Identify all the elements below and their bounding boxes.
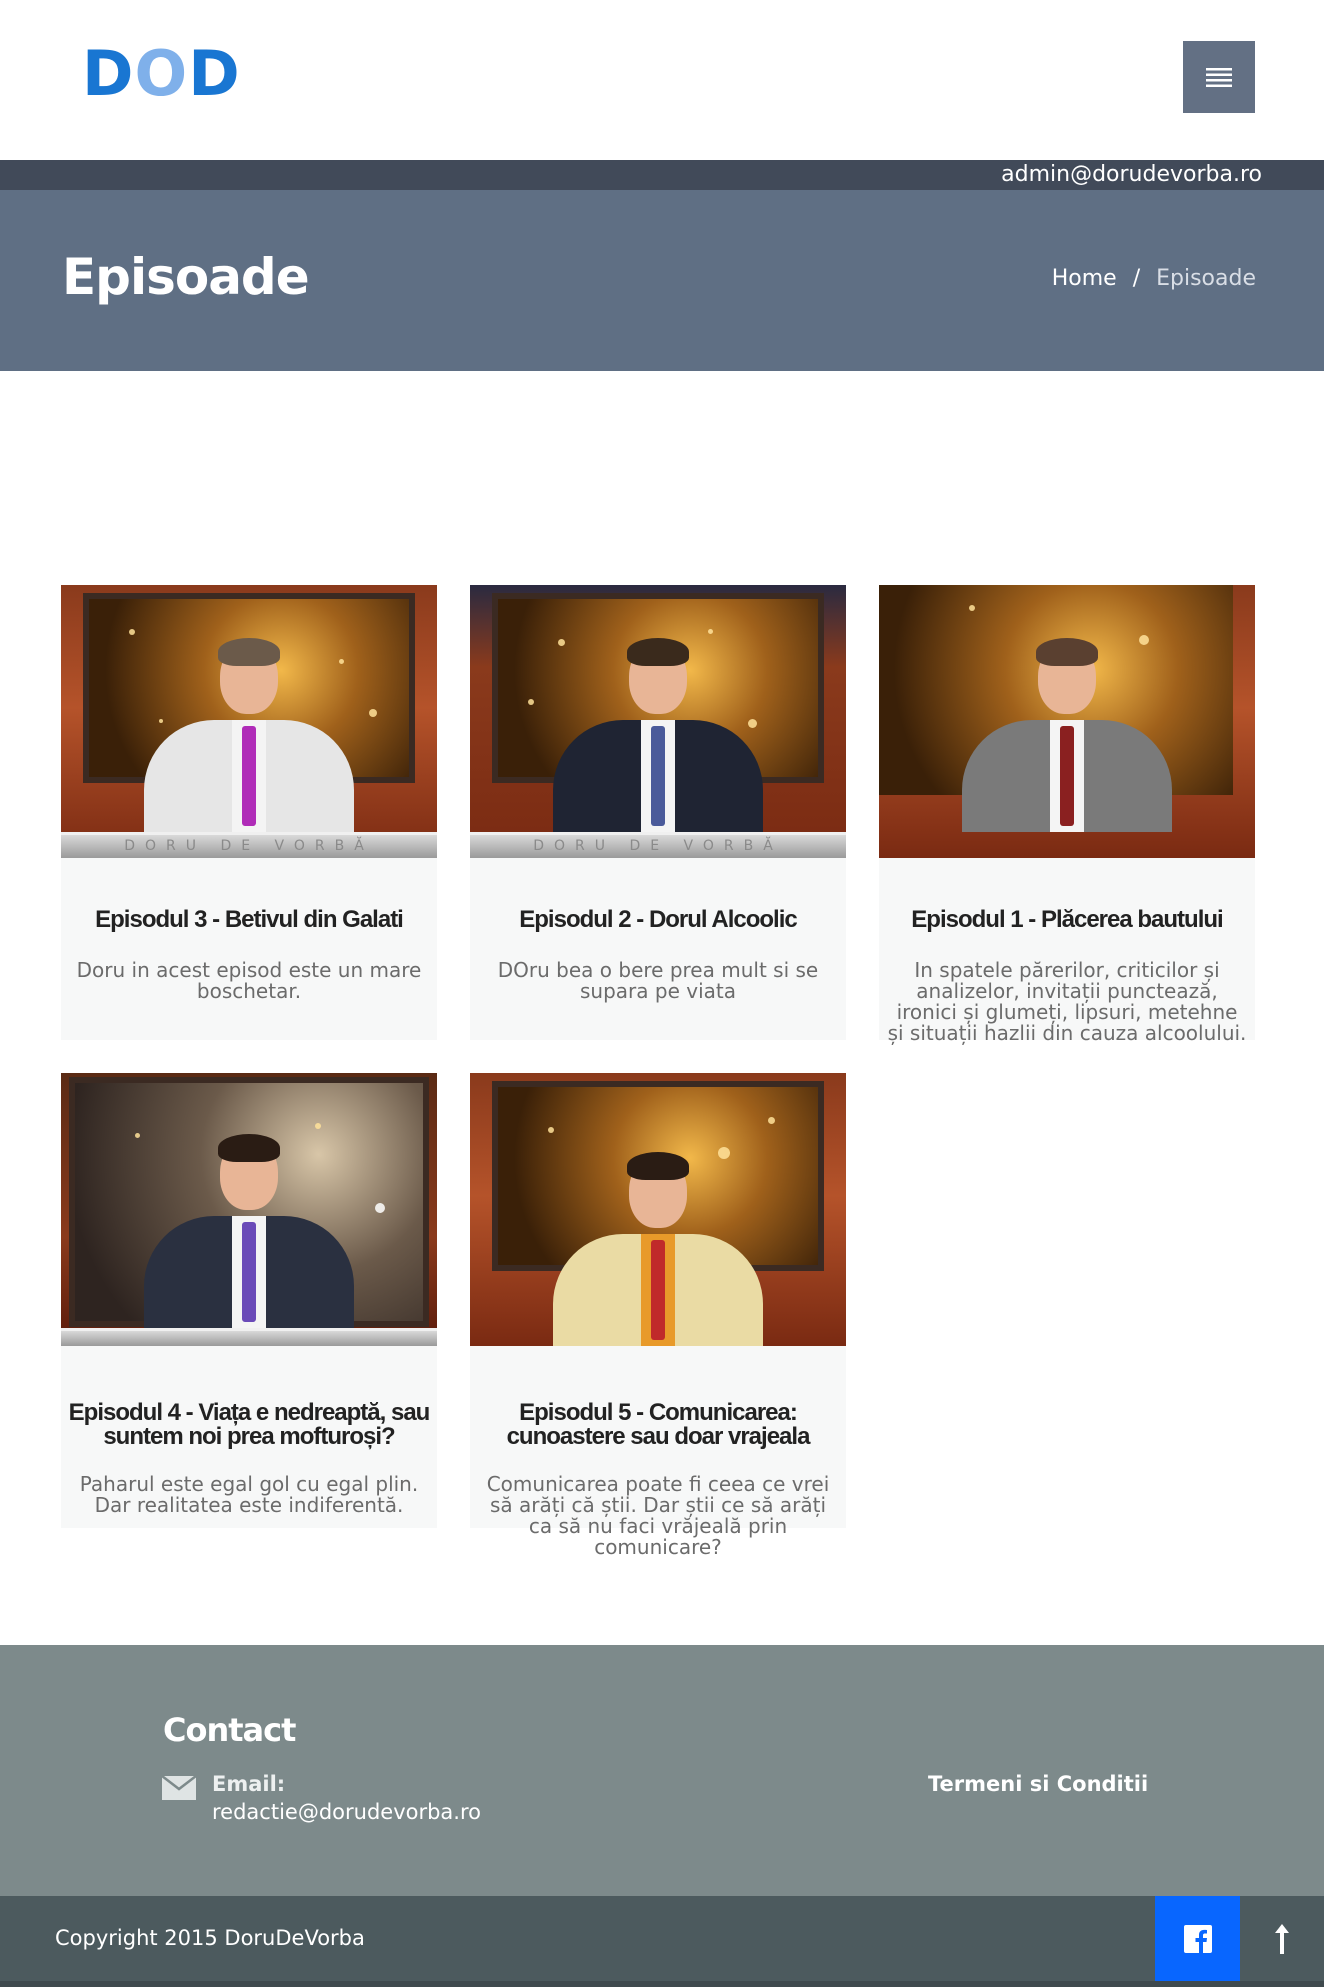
episode-title[interactable]: Episodul 5 - Comunicarea: cunoastere sau doar vrajeala <box>506 1399 810 1450</box>
episode-thumbnail[interactable] <box>61 585 437 858</box>
episode-card-3[interactable] <box>61 585 437 1040</box>
logo-letter-d2: D <box>188 36 241 110</box>
episode-description: Comunicarea poate fi ceea ce vrei să arăți că știi. Dar știi ce să arăți ca să nu faci vrăjeală prin comunicare? <box>486 1472 830 1559</box>
episode-thumbnail[interactable] <box>470 1073 846 1346</box>
episode-thumbnail[interactable] <box>470 585 846 858</box>
episode-card-5[interactable] <box>470 1073 846 1559</box>
episode-title[interactable]: Episodul 1 - Plăcerea bautului <box>911 906 1223 933</box>
facebook-button[interactable] <box>1155 1896 1240 1981</box>
contact-email-link[interactable]: redactie@dorudevorba.ro <box>212 1800 482 1824</box>
page-title: Episoade <box>62 248 309 306</box>
menu-button[interactable] <box>1183 41 1255 113</box>
episode-card-2[interactable] <box>470 585 846 1040</box>
bottom-bar <box>0 1896 1324 1981</box>
breadcrumb-separator: / <box>1132 266 1141 291</box>
episode-card-4[interactable] <box>61 1073 437 1528</box>
site-header <box>0 0 1324 160</box>
site-footer <box>0 1645 1324 1896</box>
email-label: Email: <box>212 1772 286 1796</box>
episode-description: Paharul este egal gol cu egal plin. Dar realitatea este indiferentă. <box>79 1472 419 1517</box>
back-to-top-button[interactable] <box>1240 1896 1324 1981</box>
desk-logo-text: DORU DE VORBĂ <box>124 838 374 854</box>
page-title-bar <box>0 190 1324 371</box>
facebook-icon <box>1184 1925 1212 1953</box>
episode-thumbnail[interactable] <box>61 1073 437 1346</box>
terms-link[interactable]: Termeni si Conditii <box>928 1772 1149 1796</box>
logo-letter-d1: D <box>82 36 135 110</box>
arrow-up-icon <box>1275 1924 1289 1954</box>
copyright-text: Copyright 2015 DoruDeVorba <box>55 1926 365 1950</box>
menu-icon <box>1206 66 1232 88</box>
site-logo[interactable] <box>82 36 241 110</box>
episode-title[interactable]: Episodul 4 - Viața e nedreaptă, sau suntem noi prea mofturoși? <box>68 1399 430 1450</box>
bottom-edge <box>0 1981 1324 1987</box>
episode-thumbnail[interactable] <box>879 585 1255 858</box>
episode-title[interactable]: Episodul 3 - Betivul din Galati <box>95 906 403 933</box>
breadcrumb <box>1052 266 1256 291</box>
logo-letter-o: O <box>134 36 189 110</box>
top-bar <box>0 160 1324 190</box>
episode-description: DOru bea o bere prea mult si se supara pe viata <box>497 958 819 1003</box>
desk-logo-text: DORU DE VORBĂ <box>533 838 783 854</box>
episode-description: Doru in acest episod este un mare boschetar. <box>76 958 422 1003</box>
breadcrumb-current: Episoade <box>1156 266 1256 291</box>
envelope-icon <box>162 1776 196 1800</box>
breadcrumb-home[interactable]: Home <box>1051 266 1117 291</box>
admin-email-link[interactable]: admin@dorudevorba.ro <box>1001 162 1262 187</box>
episode-description: In spatele părerilor, criticilor și analizelor, invitații punctează, ironici și glumeți, lipsuri, metehne și situații hazlii din cauza alcoolului. <box>887 958 1247 1045</box>
contact-heading: Contact <box>163 1711 296 1749</box>
episode-title[interactable]: Episodul 2 - Dorul Alcoolic <box>519 906 797 933</box>
episode-card-1[interactable] <box>879 585 1255 1045</box>
